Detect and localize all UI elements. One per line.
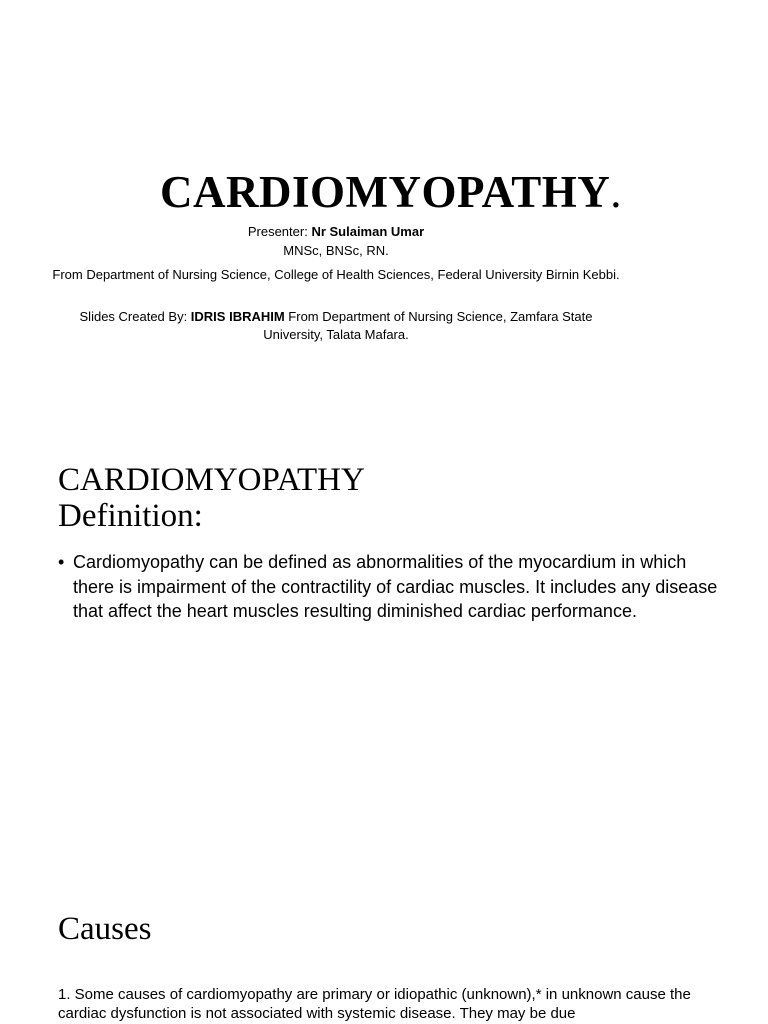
credit-label: Slides Created By: <box>79 309 191 324</box>
title-slide <box>0 0 768 384</box>
presenter-label: Presenter: <box>247 224 312 239</box>
definition-heading <box>58 462 365 534</box>
credit-name: IDRIS IBRAHIM <box>190 309 285 324</box>
bullet-icon: • <box>58 552 65 572</box>
credit-affiliation: From Department of Nursing Science, Zamfara State University, Talata Mafara. <box>263 309 593 342</box>
title-text: CARDIOMYOPATHY <box>159 167 611 217</box>
presenter-degrees: MNSc, BNSc, RN. <box>283 243 389 258</box>
list-item <box>58 550 718 624</box>
definition-bullet-list <box>58 550 718 624</box>
slide-title <box>0 166 768 218</box>
causes-heading: Causes <box>58 911 152 947</box>
causes-text: 1. Some causes of cardiomyopathy are primary or idiopathic (unknown),* in unknown cause the cardiac dysfunction is not associated with systemic disease. They may be due <box>58 986 691 1022</box>
definition-heading-line1: CARDIOMYOPATHY <box>58 462 365 498</box>
presenter-department: From Department of Nursing Science, College of Health Sciences, Federal University Birnin Kebbi. <box>52 267 620 282</box>
definition-slide <box>0 384 768 896</box>
slides-credit <box>50 308 622 344</box>
presenter-name: Nr Sulaiman Umar <box>311 224 425 239</box>
definition-text: Cardiomyopathy can be defined as abnormalities of the myocardium in which there is impairment of the contractility of cardiac muscles. It includes any disease that affect the heart muscles resulting diminished cardiac performance. <box>73 552 718 621</box>
definition-heading-line2: Definition: <box>58 498 203 534</box>
causes-slide <box>0 896 768 1024</box>
presenter-line <box>40 223 632 241</box>
title-period: . <box>610 167 623 217</box>
